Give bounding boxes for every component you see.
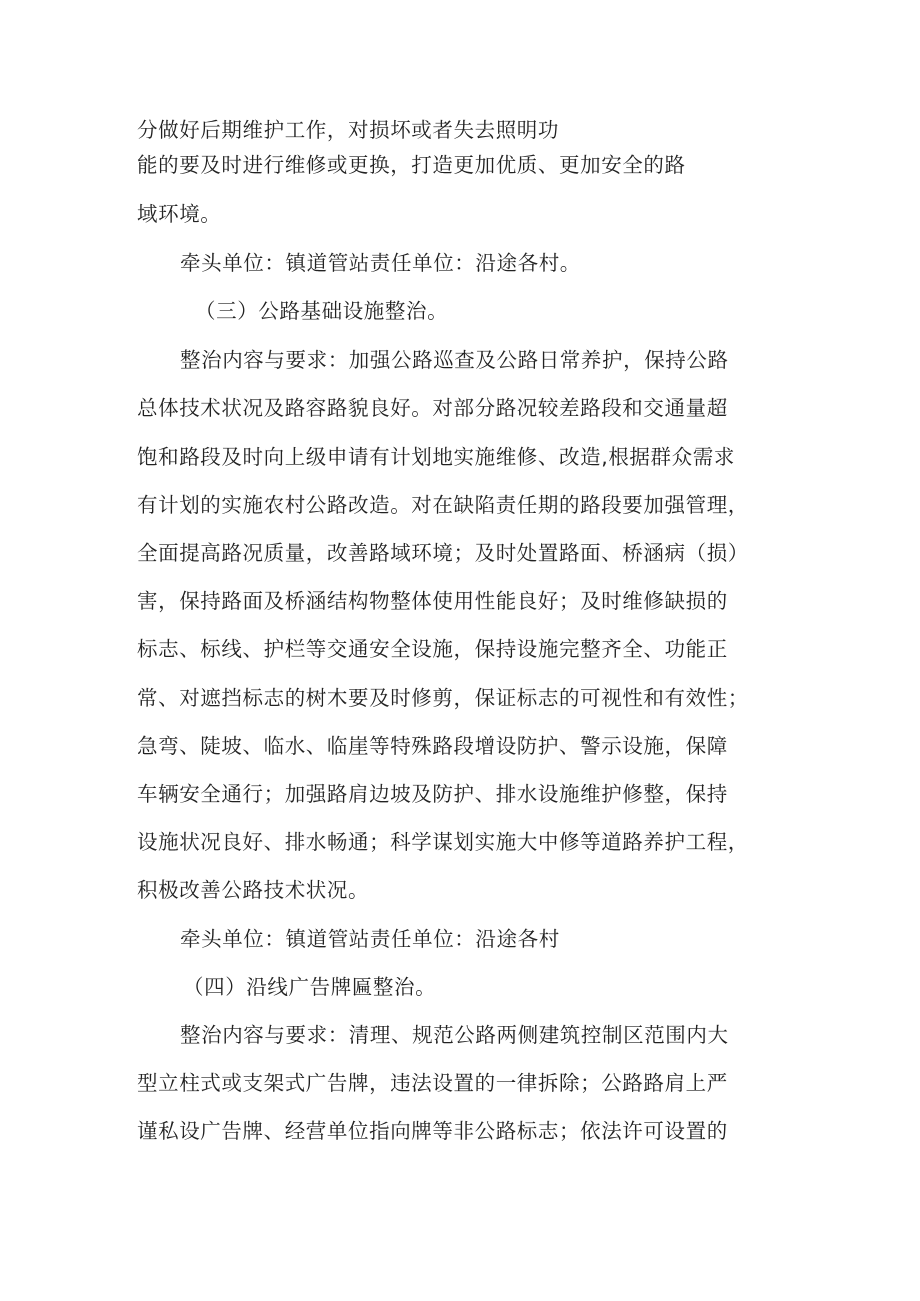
paragraph-line: 整治内容与要求：清理、规范公路两侧建筑控制区范围内大 [180, 1023, 729, 1047]
paragraph-line: 设施状况良好、排水畅通；科学谋划实施大中修等道路养护工程， [137, 830, 749, 854]
section-heading: （四）沿线广告牌匾整治。 [183, 975, 437, 999]
paragraph-line: 饱和路段及时向上级申请有计划地实施维修、改造,根据群众需求 [137, 445, 735, 469]
paragraph-line: 积极改善公路技术状况。 [137, 878, 370, 902]
section-heading: （三）公路基础设施整治。 [195, 299, 449, 323]
paragraph-line: 标志、标线、护栏等交通安全设施，保持设施完整齐全、功能正 [137, 637, 728, 661]
paragraph-line: 害，保持路面及桥涵结构物整体使用性能良好；及时维修缺损的 [137, 589, 728, 613]
paragraph-line: 车辆安全通行；加强路肩边坡及防护、排水设施维护修整，保持 [137, 782, 728, 806]
paragraph-line: 谨私设广告牌、经营单位指向牌等非公路标志；依法许可设置的 [137, 1119, 728, 1143]
paragraph-line: 型立柱式或支架式广告牌，违法设置的一律拆除；公路路肩上严 [137, 1071, 728, 1095]
paragraph-line: 有计划的实施农村公路改造。对在缺陷责任期的路段要加强管理， [137, 493, 749, 517]
lead-unit-line: 牵头单位：镇道管站责任单位：沿途各村。 [180, 251, 581, 275]
paragraph-line: 常、对遮挡标志的树木要及时修剪，保证标志的可视性和有效性； [137, 686, 749, 710]
paragraph-line: 急弯、陡坡、临水、临崖等特殊路段增设防护、警示设施，保障 [137, 734, 728, 758]
paragraph-line: 整治内容与要求：加强公路巡查及公路日常养护，保持公路 [180, 348, 729, 372]
paragraph-line: 能的要及时进行维修或更换，打造更加优质、更加安全的路 [137, 153, 686, 177]
paragraph-line: 全面提高路况质量，改善路域环境；及时处置路面、桥涵病（损） [137, 541, 749, 565]
paragraph-line: 域环境。 [137, 202, 222, 226]
paragraph-line: 分做好后期维护工作，对损坏或者失去照明功 [137, 118, 559, 142]
lead-unit-line: 牵头单位：镇道管站责任单位：沿途各村 [180, 927, 560, 951]
paragraph-line: 总体技术状况及路容路貌良好。对部分路况较差路段和交通量超 [137, 396, 728, 420]
